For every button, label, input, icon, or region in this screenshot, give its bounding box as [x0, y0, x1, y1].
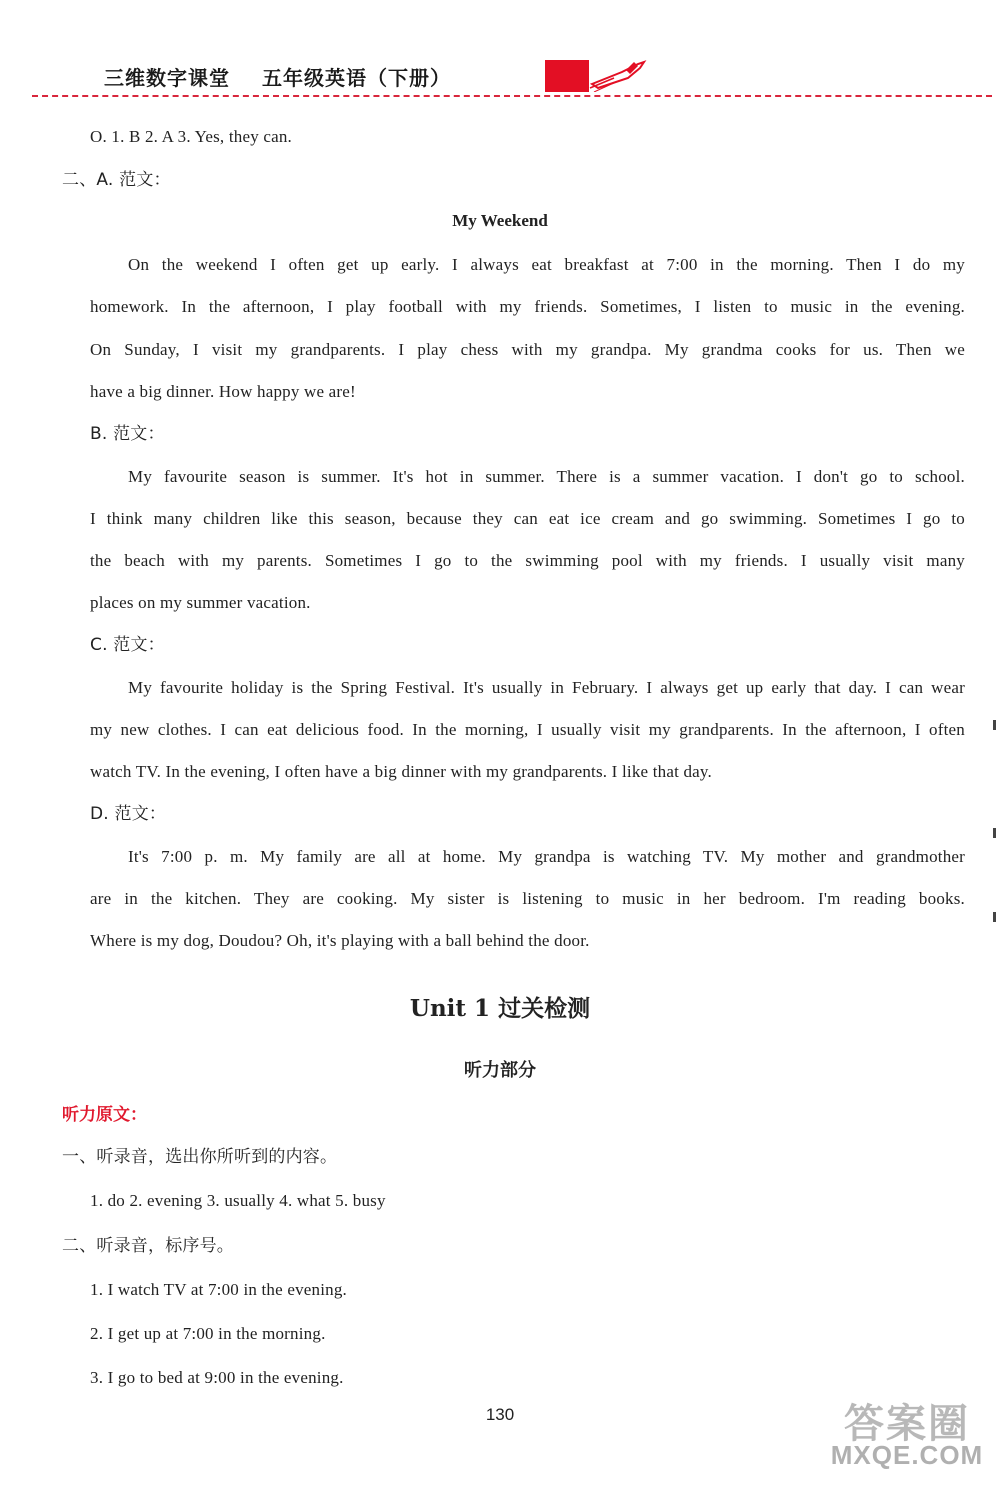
- essay-a-line: On Sunday, I visit my grandparents. I play chess with my grandpa. My grandma cooks for us. Then we: [90, 340, 965, 359]
- listening-section-title: 听力部分: [464, 1060, 536, 1081]
- section-2a-label: 二、A. 范文：: [62, 170, 171, 190]
- watermark: [822, 1392, 992, 1477]
- essay-a-title: My Weekend: [452, 211, 548, 230]
- watermark-logo-text: 答案圈: [844, 1401, 970, 1447]
- essay-d-line: Where is my dog, Doudou? Oh, it's playing with a ball behind the door.: [90, 931, 590, 950]
- page-number: 130: [485, 1405, 515, 1424]
- essay-c-label: C. 范文：: [90, 635, 165, 655]
- header-dashed-rule: [32, 95, 992, 97]
- question-1: 一、听录音，选出你所听到的内容。: [62, 1147, 338, 1167]
- essay-c-line: My favourite holiday is the Spring Festival. It's usually in February. I always get up early that day. I can wear: [128, 678, 965, 697]
- transcript-label: 听力原文：: [62, 1105, 147, 1125]
- essay-a-line: homework. In the afternoon, I play football with my friends. Sometimes, I listen to music in the evening.: [90, 297, 965, 316]
- question-2-item: 1. I watch TV at 7:00 in the evening.: [90, 1280, 347, 1299]
- header-book-title: 三维数字课堂: [104, 66, 230, 90]
- essay-b-line: My favourite season is summer. It's hot in summer. There is a summer vacation. I don't go to school.: [128, 467, 965, 486]
- question-2: 二、听录音，标序号。: [62, 1236, 234, 1256]
- watermark-site-text: MXQE.COM: [830, 1440, 984, 1470]
- edge-mark: [993, 720, 996, 730]
- essay-a-line: On the weekend I often get up early. I always eat breakfast at 7:00 in the morning. Then I do my: [128, 255, 965, 274]
- essay-d-line: are in the kitchen. They are cooking. My sister is listening to music in her bedroom. I'm reading books.: [90, 889, 965, 908]
- essay-c-line: watch TV. In the evening, I often have a big dinner with my grandparents. I like that day.: [90, 762, 712, 781]
- unit-title: Unit 1 过关检测: [409, 995, 591, 1022]
- edge-mark: [993, 828, 996, 838]
- rocket-icon: [588, 58, 648, 92]
- essay-c-line: my new clothes. I can eat delicious food. In the morning, I usually visit my grandparents. In the afternoon, I often: [90, 720, 965, 739]
- essay-d-label: D. 范文：: [90, 804, 167, 824]
- essay-b-line: the beach with my parents. Sometimes I go to the swimming pool with my friends. I usually visit many: [90, 551, 965, 570]
- essay-d-line: It's 7:00 p. m. My family are all at home. My grandpa is watching TV. My mother and grandmother: [128, 847, 965, 866]
- essay-a-line: have a big dinner. How happy we are!: [90, 382, 356, 401]
- header-grade-title: 五年级英语（下册）: [262, 66, 451, 90]
- essay-b-line: I think many children like this season, because they can eat ice cream and go swimming. Sometimes I go to: [90, 509, 965, 528]
- essay-b-label: B. 范文：: [90, 424, 165, 444]
- question-1-answers: 1. do 2. evening 3. usually 4. what 5. busy: [90, 1191, 386, 1210]
- answers-line: O. 1. B 2. A 3. Yes, they can.: [90, 127, 292, 146]
- edge-mark: [993, 912, 996, 922]
- header-red-block: [545, 60, 589, 92]
- question-2-item: 3. I go to bed at 9:00 in the evening.: [90, 1368, 344, 1387]
- essay-b-line: places on my summer vacation.: [90, 593, 311, 612]
- question-2-item: 2. I get up at 7:00 in the morning.: [90, 1324, 326, 1343]
